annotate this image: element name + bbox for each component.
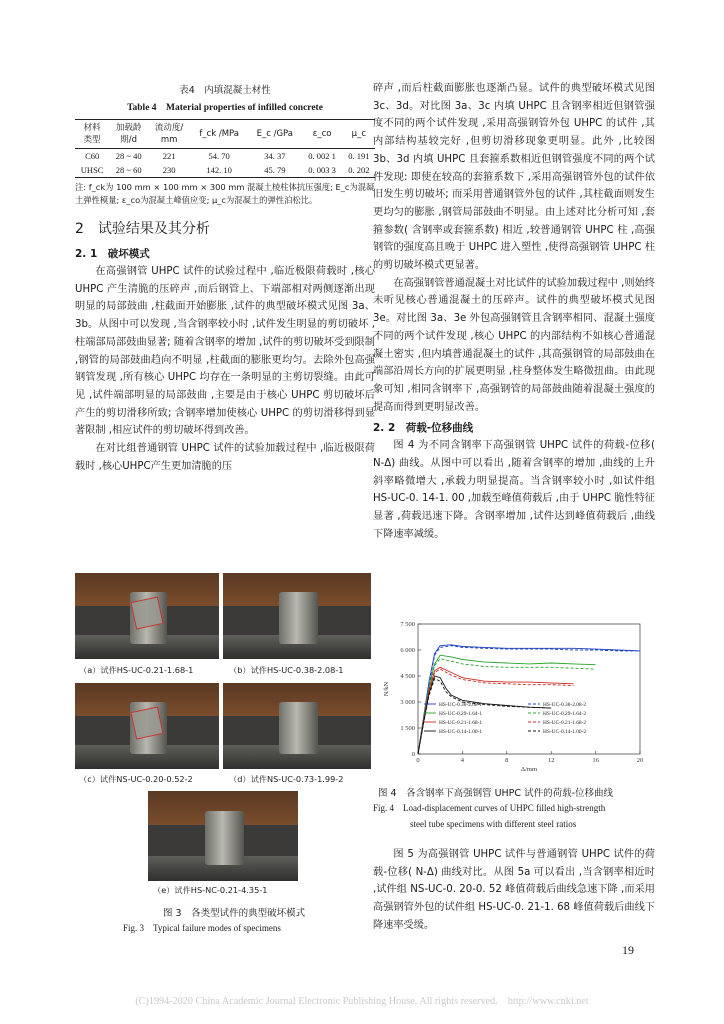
table-cell: 0. 002 1 [308,151,336,161]
photo-label-e: （e）试件HS-NC-0.21-4.35-1 [153,885,268,895]
photo-a [75,573,219,659]
legend-label: HS-UC-0.29-1.64-1 [439,711,483,717]
series-line-6 [418,676,551,754]
table-row [75,163,375,178]
paragraph: 图 4 为不同含钢率下高强钢管 UHPC 试件的荷载-位移( N-Δ) 曲线。从图中可以看出 ,随着含钢率的增加 ,曲线的上升斜率略微增大 ,承载力明显提高。当含钢率较小时 ,如试件组 HS-UC-0. 14-1. 00 ,加载至峰值荷载后 ,由于 UHPC 脆性特征显著 ,荷载迅速下降。含钢率增加 ,试件达到峰值荷载后 ,曲线下降速率减缓。 [373,440,655,540]
subsection-title-2-1: 2. 1 破坏模式 [75,248,150,260]
paragraph: 在高强钢管 UHPC 试件的试验过程中 ,临近极限荷载时 ,核心 UHPC 产生清脆的压碎声 ,而后钢管上、下端部相对两侧逐渐出现明显的局部鼓曲 ,柱截面开始膨胀 ,试件的典型破坏模式见图 3a、3b。从图中可以发现 ,当含钢率较小时 ,试件发生明显的剪切破坏 ,柱端部局部鼓曲显著; 随着含钢率的增加 ,试件的剪切破坏受到限制 ,钢管的局部鼓曲趋向不明显 ,柱截面的膨胀更均匀。去除外包高强钢管发现 ,所有核心 UHPC 均存在一条明显的主剪切裂缝。由此可见 ,试件端部明显的局部鼓曲 ,主要是由于核心 UHPC 剪切破坏后产生的剪切滑移所致; 含钢率增加使核心 UHPC 的剪切滑移得到显著限制 ,相应试件的剪切破坏得到改善。 [75,266,375,437]
table-cell: 0. 003 3 [302,163,343,178]
right-column [373,80,655,544]
legend-label: HS-UC-0.14-1.00-2 [543,729,587,735]
photo-label-c: （c）试件NS-UC-0.20-0.52-2 [79,774,193,784]
table-cell: 45. 79 [248,163,301,178]
table-note: 注: f_ck为 100 mm × 100 mm × 300 mm 混凝土棱柱体抗压强度; E_c为混凝土弹性模量; ε_co为混凝土峰值应变; μ_c为混凝土的弹性泊松比。 [75,182,375,205]
photo-c [75,683,219,769]
table-row [75,149,375,164]
table-header-cell: 材料 类型 [75,120,109,149]
table-cell: C60 [85,151,100,161]
y-tick-label: 0 [411,751,415,758]
figure-4-caption-en-1: Fig. 4 Load-displacement curves of UHPC filled high-strength [373,803,606,813]
table-cell: 230 [148,163,190,178]
table-cell: 54. 70 [208,151,230,161]
table-header-cell: E_c /GPa [248,120,301,149]
left-column [75,80,375,475]
figure-3-caption-zh: 图 3 各类型试件的典型破坏模式 [163,908,306,919]
y-tick-label: 7 500 [400,621,415,628]
x-tick-label: 0 [416,757,420,764]
paragraph: 图 5 为高强钢管 UHPC 试件与普通钢管 UHPC 试件的荷载-位移( N-Δ) 曲线对比。从图 5a 可以看出 ,当含钢率相近时 ,试件组 NS-UC-0. 20-0. 52 峰值荷载后曲线急速下降 ,而采用高强钢管外包的试件组 HS-UC-0. 21-1. 68 峰值荷载后曲线下降速率受缓。 [373,849,655,931]
legend-label: HS-UC-0.21-1.68-1 [439,720,483,726]
table-header-cell: 加载龄 期/d [109,120,148,149]
photo-label-b: （b）试件HS-UC-0.38-2.08-1 [229,665,344,675]
y-tick-label: 4 500 [400,673,415,680]
figure-3 [75,573,375,933]
photo-e [148,791,298,881]
x-tick-label: 8 [505,757,509,764]
photo-label-d: （d）试件NS-UC-0.73-1.99-2 [229,774,344,784]
figure-4-caption-zh: 图 4 各含钢率下高强钢管 UHPC 试件的荷载-位移曲线 [378,788,613,799]
series-line-1 [418,646,640,754]
subsection-title-2-2: 2. 2 荷载-位移曲线 [373,422,474,435]
table-title-zh: 表4 内填混凝土材性 [179,85,271,96]
legend-label: HS-UC-0.14-1.00-1 [439,729,483,735]
x-tick-label: 12 [547,757,555,764]
x-tick-label: 4 [460,757,465,764]
table-header-cell: μ_c [343,120,375,149]
x-tick-label: 20 [636,757,644,764]
y-tick-label: 6 000 [400,647,415,654]
legend-label: HS-UC-0.29-1.64-2 [543,711,587,717]
figure-4-chart [378,618,660,778]
x-axis-label: Δ/mm [520,766,538,773]
table-cell: 221 [162,151,176,161]
y-tick-label: 1 500 [400,725,415,732]
page-number: 19 [622,943,634,957]
table-header-cell: 流动度/ mm [148,120,190,149]
figure-4-caption-en-2: steel tube specimens with different steel ratios [410,819,577,829]
table-cell: 142. 10 [190,163,248,178]
table-header-cell: f_ck /MPa [190,120,248,149]
figure-3-caption-en: Fig. 3 Typical failure modes of specimens [123,923,281,933]
paragraph: 在对比组普通钢管 UHPC 试件的试验加载过程中 ,临近极限荷载时 ,核心UHPC产生更加清脆的压 [75,443,375,472]
table-title-en: Table 4 Material properties of infilled concrete [127,103,323,113]
legend-label: HS-UC-0.38-2.08-2 [543,702,587,708]
y-tick-label: 3 000 [400,699,415,706]
material-table [75,119,375,178]
legend-label: HS-UC-0.21-1.68-2 [543,720,587,726]
table-cell: 0. 191 [348,151,370,161]
table-cell: 34. 37 [264,151,286,161]
legend-label: HS-UC-0.38-2.08-1 [439,702,483,708]
section-title: 2 试验结果及其分析 [75,221,210,237]
table-cell: 0. 202 [343,163,375,178]
x-tick-label: 16 [592,757,599,764]
y-axis-label: N/kN [383,681,390,697]
photo-d [223,683,371,769]
table-cell: UHSC [75,163,109,178]
paragraph: 在高强钢管普通混凝土对比试件的试验加载过程中 ,则始终未听见核心普通混凝土的压碎声。试件的典型破坏模式见图 3e。对比图 3a、3e 外包高强钢管且含钢率相同、混凝土强度不同的两个试件发现 ,核心 UHPC 的内部结构不如核心普通混凝土密实 ,但内填普通混凝土的试件 ,其高强钢管的局部鼓曲在端部沿周长方向的扩展更明显 ,柱身整体发生略微扭曲。由此现象可知 ,相同含钢率下 ,高强钢管的局部鼓曲随着混凝土强度的提高而得到更明显改善。 [373,277,655,413]
right-column-bottom [373,846,655,935]
table-cell: 28 ~ 60 [109,163,148,178]
paragraph: 碎声 ,而后柱截面膨胀也逐渐凸显。试件的典型破坏模式见图 3c、3d。对比图 3a、3c 内填 UHPC 且含钢率相近但钢管强度不同的两个试件发现 ,采用高强钢管外包 UHPC 的试件 ,其内部结构基较完好 ,但剪切滑移现象更明显。此外 ,比较图 3b、3d 内填 UHPC 且套箍系数相近但钢管强度不同的两个试件发现: 即使在较高的套箍系数下 ,采用高强钢管外包的试件依旧发生剪切破坏; 而采用普通钢管外包的试件 ,其柱截面则发生更均匀的膨胀 ,钢管局部鼓曲不明显。由上述对比分析可知 ,套箍参数( 含钢率或套箍系数) 相近 ,较普通钢管 UHPC 柱 ,高强钢管的强度高且晚于 UHPC 进入塑性 ,使得高强钢管 UHPC 柱的剪切破坏模式更显著。 [373,83,655,272]
footer-copyright: (C)1994-2020 China Academic Journal Electronic Publishing House. All rights reserved. http://www.cnki.net [135,996,589,1007]
photo-b [223,573,371,659]
series-line-7 [418,679,551,754]
table-header-cell: ε_co [302,120,343,149]
table-cell: 28 ~ 40 [115,151,142,161]
photo-label-a: （a）试件HS-UC-0.21-1.68-1 [79,665,194,675]
